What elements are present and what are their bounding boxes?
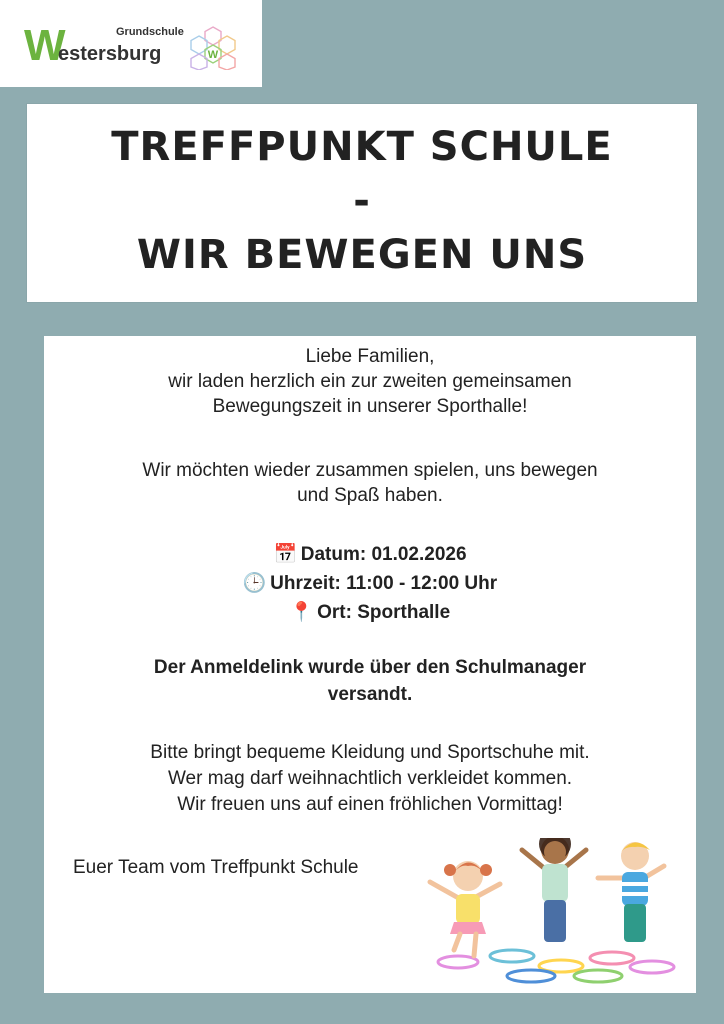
girl-cheering-icon — [522, 838, 586, 942]
boy-waving-icon — [598, 842, 664, 942]
playing-kids-illustration — [416, 838, 686, 988]
school-logo — [0, 0, 262, 87]
link-line-1: Der Anmeldelink wurde über den Schulmanager — [153, 657, 587, 678]
hexagon-logo-icon — [190, 24, 236, 70]
bring-line-3: Wir freuen uns auf einen fröhlichen Vormittag! — [177, 794, 563, 815]
hoop-icon — [438, 956, 478, 968]
play-line-1: Wir möchten wieder zusammen spielen, uns bewegen — [142, 460, 598, 481]
place-text: Ort: Sporthalle — [317, 602, 451, 623]
link-line-2: versandt. — [327, 684, 413, 705]
hoop-icon — [507, 970, 555, 982]
calendar-icon: 📅 — [273, 544, 298, 565]
hoop-icon — [574, 970, 622, 982]
date-line — [44, 543, 696, 567]
hoop-icon — [490, 950, 534, 962]
play-line-2: und Spaß haben. — [297, 485, 443, 506]
title-card — [27, 104, 697, 302]
intro-line-1: wir laden herzlich ein zur zweiten gemeinsamen — [168, 371, 572, 392]
greeting: Liebe Familien, — [305, 346, 435, 367]
hoop-icon — [630, 961, 674, 973]
hoop-icon — [590, 952, 634, 964]
clock-icon: 🕒 — [242, 573, 267, 594]
title-line-3: WIR BEWEGEN UNS — [136, 232, 588, 278]
signature: Euer Team vom Treffpunkt Schule — [73, 857, 359, 878]
title-line-2: - — [353, 178, 371, 224]
logo-school-label: Grundschule — [116, 26, 184, 38]
bring-line-2: Wer mag darf weihnachtlich verkleidet kommen. — [167, 768, 573, 789]
logo-name: estersburg — [58, 43, 162, 65]
logo-initial: W — [24, 21, 66, 70]
time-line — [44, 572, 696, 596]
girl-jumping-icon — [430, 861, 500, 956]
time-text: Uhrzeit: 11:00 - 12:00 Uhr — [270, 573, 498, 594]
title-line-1: TREFFPUNKT SCHULE — [111, 124, 613, 170]
place-line — [44, 601, 696, 625]
hex-letter: W — [207, 49, 219, 61]
bring-line-1: Bitte bringt bequeme Kleidung und Sportschuhe mit. — [150, 742, 590, 763]
pin-icon: 📍 — [289, 602, 314, 623]
body-card — [44, 336, 696, 993]
date-text: Datum: 01.02.2026 — [300, 544, 467, 565]
intro-line-2: Bewegungszeit in unserer Sporthalle! — [212, 396, 528, 417]
